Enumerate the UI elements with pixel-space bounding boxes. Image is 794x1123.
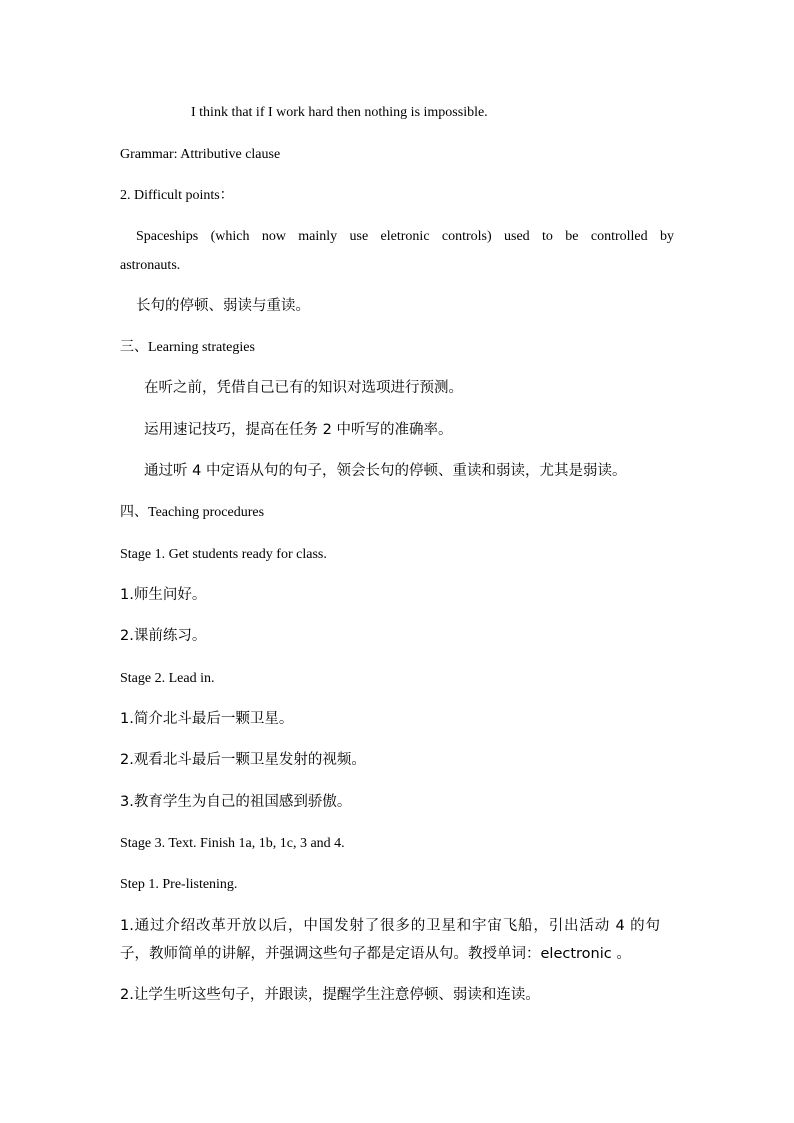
stage-2-item-1: 1.简介北斗最后一颗卫星。 bbox=[120, 711, 294, 727]
step-1-heading: Step 1. Pre-listening. bbox=[120, 877, 238, 892]
step-1-item-1-cont: 子，教师简单的讲解，并强调这些句子都是定语从句。教授单词：electronic 。 bbox=[120, 946, 631, 962]
learning-strategies-heading: 三、Learning strategies bbox=[120, 340, 255, 355]
difficult-sentence: Spaceships (which now mainly use eletronic controls) used to be controlled by bbox=[136, 229, 674, 244]
teaching-procedures-heading: 四、Teaching procedures bbox=[120, 505, 265, 520]
stage-1-item-2: 2.课前练习。 bbox=[120, 628, 207, 644]
strategy-1: 在听之前，凭借自己已有的知识对选项进行预测。 bbox=[144, 380, 463, 396]
step-1-item-2: 2.让学生听这些句子，并跟读，提醒学生注意停顿、弱读和连读。 bbox=[120, 987, 540, 1003]
stage-1-item-1: 1.师生问好。 bbox=[120, 587, 207, 603]
strategy-3: 通过听 4 中定语从句的句子，领会长句的停顿、重读和弱读，尤其是弱读。 bbox=[144, 463, 627, 479]
grammar-line: Grammar: Attributive clause bbox=[120, 147, 281, 162]
difficult-points-heading: 2. Difficult points： bbox=[120, 188, 234, 203]
strategy-2: 运用速记技巧，提高在任务 2 中听写的准确率。 bbox=[144, 422, 453, 438]
stage-3-heading: Stage 3. Text. Finish 1a, 1b, 1c, 3 and 4. bbox=[120, 836, 345, 851]
stage-2-item-3: 3.教育学生为自己的祖国感到骄傲。 bbox=[120, 794, 352, 810]
difficult-point-note: 长句的停顿、弱读与重读。 bbox=[136, 298, 310, 314]
step-1-item-1: 1.通过介绍改革开放以后，中国发射了很多的卫星和宇宙飞船，引出活动 4 的句 bbox=[120, 918, 660, 934]
difficult-sentence-cont: astronauts. bbox=[120, 258, 181, 273]
stage-2-item-2: 2.观看北斗最后一颗卫星发射的视频。 bbox=[120, 752, 366, 768]
example-sentence: I think that if I work hard then nothing is impossible. bbox=[191, 105, 488, 120]
stage-2-heading: Stage 2. Lead in. bbox=[120, 671, 215, 686]
stage-1-heading: Stage 1. Get students ready for class. bbox=[120, 547, 327, 562]
